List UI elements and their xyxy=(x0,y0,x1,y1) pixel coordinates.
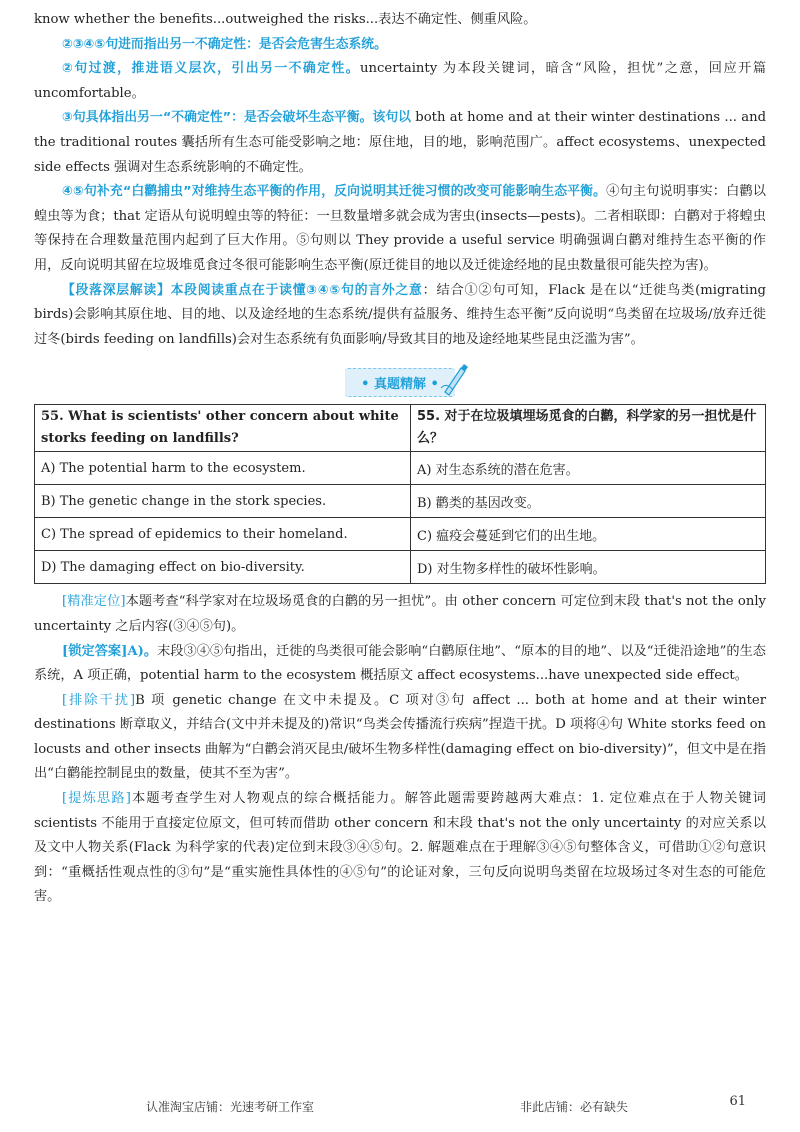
question-zh: 55. 对于在垃圾填埋场觅食的白鹳，科学家的另一担忧是什么？ xyxy=(411,405,766,452)
analysis-answer xyxy=(34,640,766,689)
paragraph-body: ：结合①②句可知，Flack 是在以“迁徙鸟类(migrating birds)会影响其原住地、目的地、以及途经地的生态系统/提供有益服务、维持生态平衡”反向说明“鸟类留在垃圾场/放弃迁徙过冬(birds feeding on landfills)会对生态系统有负面影响/导致其目的地及途经地某些昆虫泛滥为害”。 xyxy=(34,282,767,347)
paragraph-point-2 xyxy=(34,57,766,106)
paragraph-continuation: know whether the benefits...outweighed the risks...表达不确定性、侧重风险。 xyxy=(34,12,537,27)
footer-left: 认准淘宝店铺：光速考研工作室 xyxy=(146,1100,315,1114)
highlight-lead: ②句过渡，推进语义层次，引出另一不确定性。 xyxy=(62,61,361,77)
option-row xyxy=(35,485,766,518)
highlight-lead: ④⑤句补充“白鹳捕虫”对维持生态平衡的作用，反向说明其迁徙习惯的改变可能影响生态平衡。 xyxy=(62,184,607,200)
paragraph-body: ④句主句说明事实：白鹳以蝗虫等为食；that 定语从句说明蝗虫等的特征：一旦数量增多就会成为害虫(insects—pests)。二者相联即：白鹳对于将蝗虫等保持在合理数量范围内起到了巨大作用。⑤句则以 They provide a useful service 明确强调白鹳对维持生态平衡的作用，反向说明其留在垃圾堆觅食过冬很可能影响生态平衡(原迁徙目的地以及迁徙途经地的昆虫数量很可能失控为害)。 xyxy=(34,184,766,273)
paragraph-body: uncertainty 为本段关键词，暗含“风险，担忧”之意，回应开篇 uncomfortable。 xyxy=(34,61,766,101)
analysis-body: 本题考查学生对人物观点的综合概括能力。解答此题需要跨越两大难点：1. 定位难点在于人物关键词 scientists 不能用于直接定位原文，但可转而借助 other concern 和末段 that's not the only uncertainty 的对应关系以及文中人物关系(Flack 为科学家的代表)定位到末段③④⑤句。2. 解题难点在于理解③④⑤句整体含义，可借助①②句意识到：“重概括性观点性的③句”是“重实施性具体性的④⑤句”的论证对象，三句反向说明鸟类留在垃圾场过冬对生态的可能危害。 xyxy=(34,791,766,905)
option-row xyxy=(35,452,766,485)
option-en: D) The damaging effect on bio-diversity. xyxy=(35,551,411,584)
analysis-tag: [锁定答案]A)。 xyxy=(62,643,158,659)
highlight-lead: ③句具体指出另一“不确定性”：是否会破坏生态平衡。该句以 xyxy=(62,110,412,126)
analysis-tag: [排除干扰] xyxy=(62,692,136,708)
banner-label: • 真题精解 • xyxy=(345,368,455,397)
highlight-lead: 【段落深层解读】本段阅读重点在于读懂③④⑤句的言外之意 xyxy=(62,282,423,298)
option-en: A) The potential harm to the ecosystem. xyxy=(35,452,411,485)
analysis-body: 本题考查“科学家对在垃圾场觅食的白鹳的另一担忧”。由 other concern 可定位到末段 that's not the only uncertainty 之后内容(③④⑤句)。 xyxy=(34,594,766,634)
page-content xyxy=(34,8,766,910)
analysis-body: 末段③④⑤句指出，迁徙的鸟类很可能会影响“白鹳原住地”、“原本的目的地”、以及“迁徙沿途地”的生态系统，A 项正确，potential harm to the ecosystem 概括原文 affect ecosystems...have unexpected side effect。 xyxy=(34,643,766,684)
highlight-lead: ②③④⑤句进而指出另一不确定性：是否会危害生态系统。 xyxy=(62,36,387,52)
analysis-distractors xyxy=(34,689,766,787)
paragraph-point-3 xyxy=(34,106,766,180)
paragraph-point-2345 xyxy=(34,33,766,58)
question-row xyxy=(35,405,766,452)
option-zh: B) 鹳类的基因改变。 xyxy=(411,485,766,518)
pen-icon xyxy=(439,362,469,396)
analysis-body: B 项 genetic change 在文中未提及。C 项对③句 affect ... both at home and at their winter destinations 断章取义，并结合(文中并未提及的)常识“鸟类会传播流行疾病”捏造干扰。D 项将④句 White storks feed on locusts and other insects 曲解为“白鹳会消灭昆虫/破坏生物多样性(damaging effect on bio-diversity)”，但文中是在指出“白鹳能控制昆虫的数量，使其不至为害”。 xyxy=(34,692,766,782)
page-number: 61 xyxy=(729,1094,746,1109)
option-en: B) The genetic change in the stork species. xyxy=(35,485,411,518)
analysis-approach xyxy=(34,787,766,910)
question-table xyxy=(34,404,766,584)
analysis-tag: [提炼思路] xyxy=(62,791,131,807)
analysis-tag: [精准定位] xyxy=(62,594,126,610)
option-zh: D) 对生物多样性的破坏性影响。 xyxy=(411,551,766,584)
footer-right: 非此店铺：必有缺失 xyxy=(520,1100,629,1114)
paragraph-point-45 xyxy=(34,180,766,278)
analysis-location xyxy=(34,590,766,639)
option-zh: A) 对生态系统的潜在危害。 xyxy=(411,452,766,485)
question-en: 55. What is scientists' other concern about white storks feeding on landfills? xyxy=(35,405,411,452)
option-en: C) The spread of epidemics to their homeland. xyxy=(35,518,411,551)
option-row xyxy=(35,518,766,551)
option-zh: C) 瘟疫会蔓延到它们的出生地。 xyxy=(411,518,766,551)
paragraph-body: both at home and at their winter destinations ... and the traditional routes 囊括所有生态可能受影响之地：原住地，目的地，影响范围广。affect ecosystems、unexpected side effects 强调对生态系统影响的不确定性。 xyxy=(34,110,767,175)
paragraph-deep-reading xyxy=(34,279,766,353)
option-row xyxy=(35,551,766,584)
section-banner xyxy=(34,362,766,396)
